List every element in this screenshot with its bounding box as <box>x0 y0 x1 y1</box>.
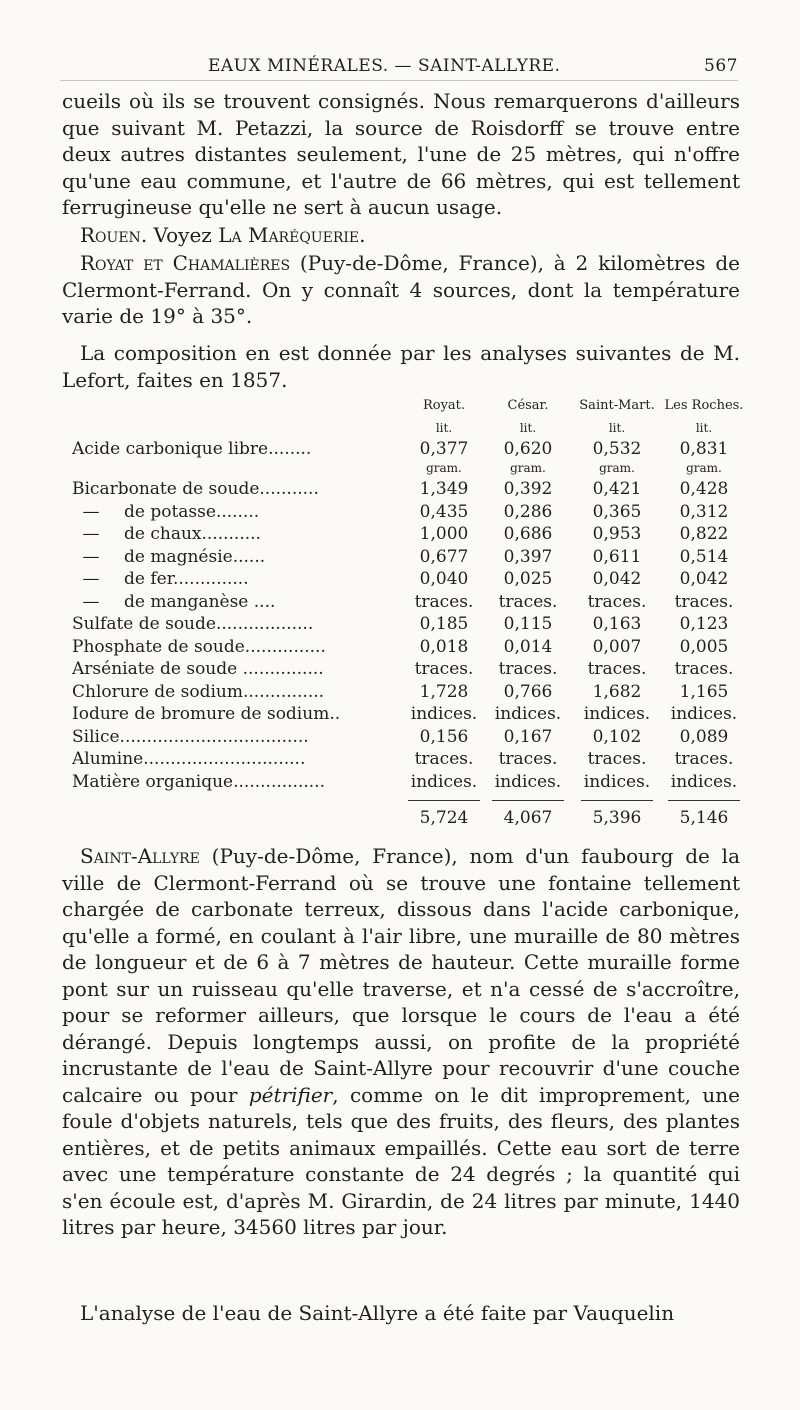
cell-value: indices. <box>583 704 651 724</box>
table-intro-text: La composition en est donnée par les analyses suivantes de M. Lefort, faites en 1857. <box>62 341 740 392</box>
row-label <box>72 524 432 544</box>
table-row <box>58 592 738 615</box>
column-header: César. <box>507 398 549 413</box>
total-rule <box>58 794 738 808</box>
cell-value: 0,766 <box>503 681 553 702</box>
unit-row <box>58 461 738 479</box>
cell-value: indices. <box>494 771 562 792</box>
unit-label: lit. <box>695 420 713 435</box>
paragraph-petazzi <box>62 88 740 221</box>
table-row <box>58 659 738 682</box>
header-title: EAUX MINÉRALES. — SAINT-ALLYRE. <box>208 56 561 76</box>
row-label: Sulfate de soude.................. <box>72 614 314 634</box>
cell-value: 0,115 <box>503 614 553 634</box>
entry-text: (Puy-de-Dôme, France), nom d'un faubourg de la ville de Clermont-Ferrand où se trouve une fontaine tellement chargée de carbonate terreux, dissous dans l'acide carbonique, qu'elle a formé, en coulant à l'air libre, une muraille de 80 mètres de longueur et de 6 à 7 mètres de hauteur. Cette muraille forme pont sur un ruisseau qu'elle traverse, et n'a cessé de s'accroître, pour se reformer ailleurs, que lorsque le cours de l'eau a été dérangé. Depuis longtemps aussi, on profite de la propriété incrustante de l'eau de Saint-Allyre pour recouvrir d'une couche calcaire ou pour <box>62 844 740 1107</box>
entry-text: (Puy-de-Dôme, France), à 2 kilomètres de Clermont-Ferrand. On y connaît 4 sources, dont la température varie de 19° à 35°. <box>62 251 740 328</box>
entry-text: , comme on le dit improprement, une foule d'objets naturels, tels que des fruits, des fleurs, des plantes entières, et de petits animaux empaillés. Cette eau sort de terre avec une température constante de 24 degrés ; la quantité qui s'en écoule est, d'après M. Girardin, de 24 litres par minute, 1440 litres par heure, 34560 litres par jour. <box>62 1082 740 1239</box>
ditto-dash: — <box>82 501 100 522</box>
row-label <box>72 547 432 567</box>
cell-value: 0,611 <box>592 546 642 567</box>
cell-value: 1,000 <box>419 524 469 544</box>
table-row <box>58 682 738 705</box>
total-rule-line <box>408 800 480 801</box>
cell-value: 1,349 <box>419 479 469 499</box>
table-row <box>58 439 738 462</box>
cell-value: 0,185 <box>419 614 469 634</box>
cell-value: 0,421 <box>592 479 642 499</box>
total-value: 5,396 <box>592 808 642 828</box>
cell-value: 0,102 <box>592 726 642 747</box>
cell-value: 0,831 <box>679 438 729 459</box>
column-header: Les Roches. <box>664 398 744 413</box>
row-label-text: de manganèse .... <box>124 591 276 612</box>
total-rule-line <box>492 800 564 801</box>
total-rule-line <box>581 800 653 801</box>
table-header-row <box>58 398 744 421</box>
cell-value: traces. <box>674 749 734 769</box>
cell-value: indices. <box>670 704 738 724</box>
cell-value: 0,514 <box>679 546 729 567</box>
cell-value: traces. <box>587 749 647 769</box>
table-intro <box>62 340 740 393</box>
row-label: Bicarbonate de soude........... <box>72 479 319 499</box>
cell-value: traces. <box>414 591 474 612</box>
table-row <box>58 479 738 502</box>
row-label: Iodure de bromure de sodium.. <box>72 704 341 724</box>
cell-value: 1,728 <box>419 681 469 702</box>
row-label-text: de magnésie...... <box>124 546 266 567</box>
cell-value: 0,025 <box>503 569 553 589</box>
ditto-dash: — <box>82 546 100 567</box>
cell-value: 0,042 <box>592 569 642 589</box>
cell-value: indices. <box>670 771 738 792</box>
unit-label: lit. <box>519 420 537 435</box>
entry-end: . <box>359 223 366 247</box>
cell-value: 0,428 <box>679 479 729 499</box>
cell-value: 0,014 <box>503 636 553 657</box>
row-label-text: de potasse........ <box>124 501 260 522</box>
cell-value: 0,286 <box>503 501 553 522</box>
row-label-text: de chaux........... <box>124 524 261 544</box>
unit-label: gram. <box>599 461 635 475</box>
ditto-dash: — <box>82 591 100 612</box>
table-row <box>58 547 738 570</box>
cell-value: 0,953 <box>592 524 642 544</box>
row-label: Silice................................... <box>72 726 309 747</box>
cell-value: 0,677 <box>419 546 469 567</box>
totals-row <box>58 808 738 831</box>
row-label: Acide carbonique libre........ <box>72 438 312 459</box>
table-row <box>58 704 738 727</box>
entry-name-rouen: Rouen <box>80 223 141 247</box>
row-label-text: de fer.............. <box>124 569 249 589</box>
cell-value: traces. <box>587 591 647 612</box>
cell-value: 0,089 <box>679 726 729 747</box>
cell-value: 0,007 <box>592 636 642 657</box>
table-row <box>58 614 738 637</box>
cell-value: 0,018 <box>419 636 469 657</box>
table-row <box>58 749 738 772</box>
italic-term: pétrifier <box>248 1082 333 1107</box>
analysis-table <box>58 398 744 831</box>
cell-value: 0,392 <box>503 479 553 499</box>
entry-name-saint-allyre: Saint-Allyre <box>80 844 200 868</box>
cell-value: traces. <box>414 659 474 679</box>
cell-value: traces. <box>498 749 558 769</box>
cell-value: 1,165 <box>679 681 729 702</box>
cell-value: traces. <box>498 659 558 679</box>
paragraph-text: cueils où ils se trouvent consignés. Nous remarquerons d'ailleurs que suivant M. Petazzi, la source de Roisdorff se trouve entre deux autres distantes seulement, l'une de 25 mètres, qui n'offre qu'une eau commune, et l'autre de 66 mètres, qui est tellement ferrugineuse qu'elle ne sert à aucun usage. <box>62 89 740 219</box>
cell-value: traces. <box>414 749 474 769</box>
cell-value: traces. <box>587 659 647 679</box>
row-label: Phosphate de soude............... <box>72 636 326 657</box>
cell-value: 0,163 <box>592 614 642 634</box>
cell-value: 0,620 <box>503 438 553 459</box>
cell-value: 0,040 <box>419 569 469 589</box>
total-value: 4,067 <box>503 808 553 828</box>
row-label <box>72 592 432 612</box>
ditto-dash: — <box>82 524 100 544</box>
unit-label: gram. <box>426 461 462 475</box>
cell-value: 0,167 <box>503 726 553 747</box>
unit-row <box>58 421 738 439</box>
entry-name-royat: Royat et Chamalières <box>80 251 291 275</box>
column-header: Royat. <box>422 398 466 413</box>
cell-value: 0,686 <box>503 524 553 544</box>
table-row <box>58 637 738 660</box>
row-label <box>72 502 432 522</box>
cell-value: 0,365 <box>592 501 642 522</box>
row-label: Chlorure de sodium............... <box>72 681 325 702</box>
entry-royat <box>62 250 740 330</box>
table-row <box>58 502 738 525</box>
cell-value: 0,312 <box>679 501 729 522</box>
row-label: Matière organique................. <box>72 771 325 792</box>
row-label: Arséniate de soude ............... <box>72 659 324 679</box>
row-label <box>72 569 432 589</box>
entry-saint-allyre <box>62 843 740 1241</box>
cell-value: 0,397 <box>503 546 553 567</box>
cell-value: 0,822 <box>679 524 729 544</box>
unit-label: gram. <box>686 461 722 475</box>
cross-reference: La Maréquerie <box>218 223 360 247</box>
cell-value: 0,042 <box>679 569 729 589</box>
cell-value: 0,435 <box>419 501 469 522</box>
entry-rouen <box>62 222 740 249</box>
cell-value: indices. <box>410 771 478 792</box>
last-line <box>62 1300 740 1327</box>
table-row <box>58 569 738 592</box>
total-rule-line <box>668 800 740 801</box>
cell-value: 0,005 <box>679 636 729 657</box>
table-row <box>58 727 738 750</box>
table-row <box>58 772 738 795</box>
column-header: Saint-Mart. <box>579 398 655 413</box>
page-number: 567 <box>704 56 738 76</box>
cell-value: traces. <box>498 591 558 612</box>
cell-value: 0,156 <box>419 726 469 747</box>
ditto-dash: — <box>82 569 100 589</box>
unit-label: lit. <box>608 420 626 435</box>
cell-value: traces. <box>674 659 734 679</box>
cell-value: 0,123 <box>679 614 729 634</box>
last-line-text: L'analyse de l'eau de Saint-Allyre a été faite par Vauquelin <box>80 1301 675 1325</box>
cell-value: 1,682 <box>592 681 642 702</box>
total-value: 5,724 <box>419 808 469 828</box>
unit-label: gram. <box>510 461 546 475</box>
table-row <box>58 524 738 547</box>
total-value: 5,146 <box>679 808 729 828</box>
cell-value: indices. <box>494 704 562 724</box>
unit-label: lit. <box>435 420 453 435</box>
cell-value: traces. <box>674 591 734 612</box>
cell-value: indices. <box>583 771 651 792</box>
row-label: Alumine.............................. <box>72 749 306 769</box>
cell-value: 0,532 <box>592 438 642 459</box>
running-header <box>60 50 738 81</box>
entry-text: . Voyez <box>140 223 219 247</box>
cell-value: 0,377 <box>419 438 469 459</box>
cell-value: indices. <box>410 704 478 724</box>
